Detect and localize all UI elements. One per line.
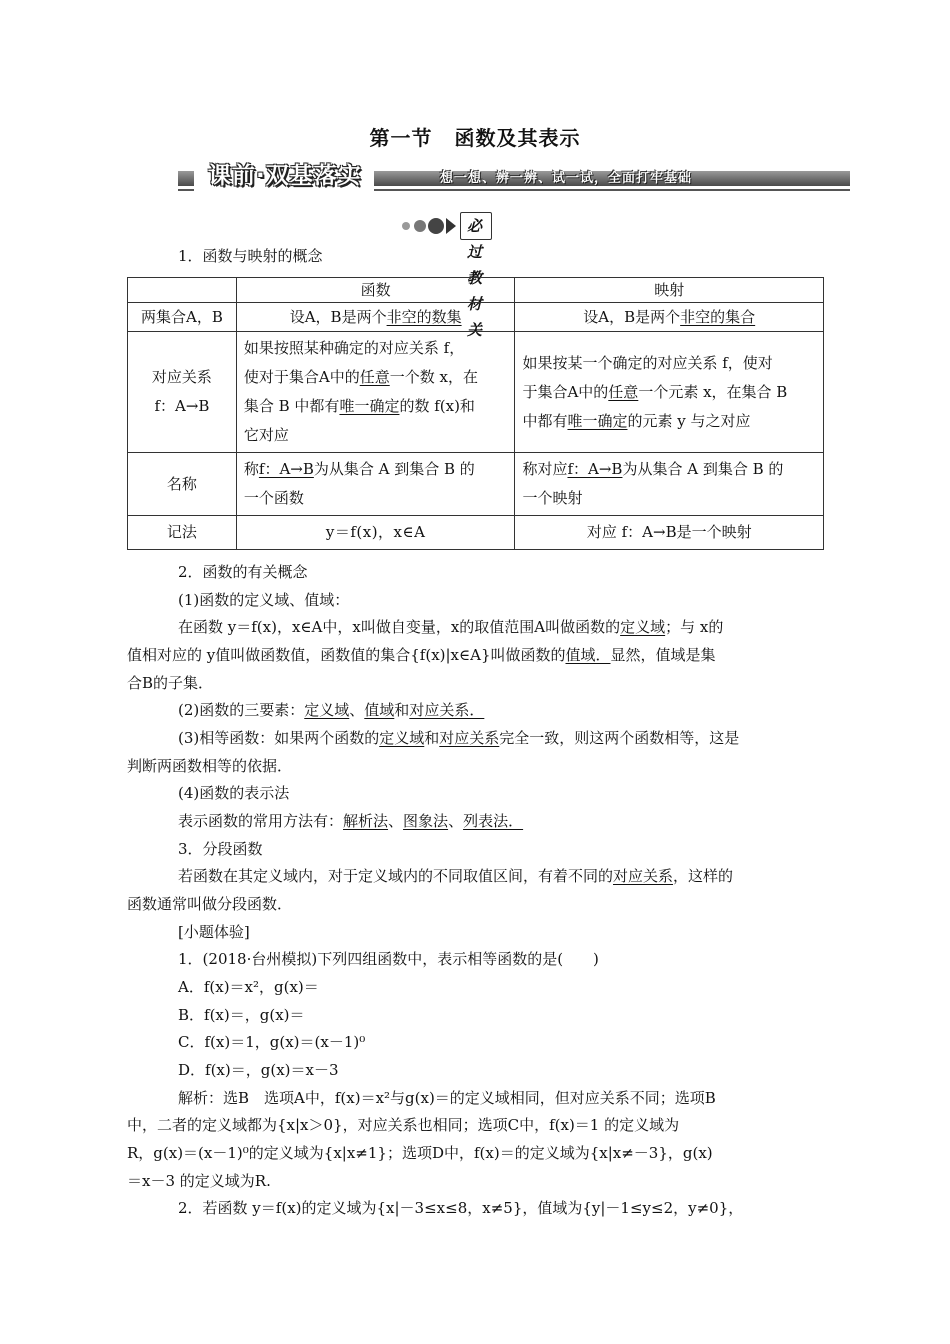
cell-map-correspondence: 如果按某一个确定的对应关系 f，使对 于集合A中的任意一个元素 x，在集合 B 中都有唯一确定的元素 y 与之对应: [515, 332, 824, 453]
text-line: 函数通常叫做分段函数．: [127, 895, 293, 913]
answer-line: R，g(x)＝(x－1)⁰的定义域为{x|x≠1}；选项D中，f(x)＝的定义域为{x|x≠－3}，g(x): [127, 1144, 713, 1162]
text-line: (3)相等函数：如果两个函数的定义域和对应关系完全一致，则这两个函数相等，这是: [178, 729, 740, 747]
cell-map-name: 称对应f：A→B为从集合 A 到集合 B 的 一个映射: [515, 453, 824, 516]
section-label-text: 必过教材关: [460, 212, 492, 240]
text-line: 表示函数的常用方法有：解析法、图象法、列表法．: [178, 812, 524, 830]
banner-sub-text: 想一想、辨一辨、试一试，全面打牢基础: [440, 171, 693, 186]
cell-map-sets: 设A，B是两个非空的集合: [515, 303, 824, 332]
answer-line: 中，二者的定义域都为{x|x＞0}，对应关系也相同；选项C中，f(x)＝1 的定义域为: [127, 1116, 680, 1134]
row-label-name: 名称: [128, 453, 237, 516]
table-row: [128, 278, 824, 303]
question-1: 1．(2018·台州模拟)下列四组函数中，表示相等函数的是( ): [178, 950, 599, 968]
row-label-sets: 两集合A，B: [128, 303, 237, 332]
heading-2: 2．函数的有关概念: [178, 563, 308, 581]
text-line: 若函数在其定义域内，对于定义域内的不同取值区间，有着不同的对应关系，这样的: [178, 867, 734, 885]
question-2: 2．若函数 y＝f(x)的定义域为{x|－3≤x≤8，x≠5}，值域为{y|－1≤y≤2，y≠0}，: [178, 1199, 744, 1217]
cell-func-name: 称f：A→B为从集合 A 到集合 B 的 一个函数: [236, 453, 515, 516]
answer-line: ＝x－3 的定义域为R.: [127, 1172, 271, 1190]
concept-table: [127, 277, 824, 550]
row-label-notation: 记法: [128, 516, 237, 550]
practice-label: [小题体验]: [178, 923, 250, 941]
cell-func-correspondence: 如果按照某种确定的对应关系 f， 使对于集合A中的任意一个数 x，在 集合 B 中都有唯一确定的数 f(x)和 它对应: [236, 332, 515, 453]
title-section-number: 第一节: [369, 126, 433, 150]
text-line: 判断两函数相等的依据．: [127, 757, 293, 775]
table-row: [128, 303, 824, 332]
subheading-representation: (4)函数的表示法: [178, 784, 290, 802]
page-title: [0, 122, 950, 151]
text-line: 在函数 y＝f(x)，x∈A中，x叫做自变量，x的取值范围A叫做函数的定义域；与 x的: [178, 618, 724, 636]
table-row: [128, 453, 824, 516]
cell-func-sets: 设A，B是两个非空的数集: [236, 303, 515, 332]
col-header-function: 函数: [236, 278, 515, 303]
text-line: 合B的子集．: [127, 674, 214, 692]
option-a: A．f(x)＝x²，g(x)＝: [178, 978, 319, 996]
option-c: C．f(x)＝1，g(x)＝(x－1)⁰: [178, 1033, 366, 1051]
text-line: 值相对应的 y值叫做函数值，函数值的集合{f(x)|x∈A}叫做函数的值域．显然，值域是集: [127, 646, 716, 664]
title-topic: 函数及其表示: [454, 126, 581, 150]
option-b: B．f(x)＝，g(x)＝: [178, 1006, 305, 1024]
section-banner: [178, 160, 850, 194]
banner-main-text: 课前·双基落实: [194, 160, 374, 192]
table-row: [128, 516, 824, 550]
text-line: (2)函数的三要素：定义域、值域和对应关系．: [178, 701, 485, 719]
cell-func-notation: y＝f(x)，x∈A: [236, 516, 515, 550]
table-row: [128, 332, 824, 453]
col-header-mapping: 映射: [515, 278, 824, 303]
dots-arrow-icon: [398, 217, 458, 235]
subheading-domain-range: (1)函数的定义域、值域：: [178, 591, 350, 609]
heading-3: 3．分段函数: [178, 840, 263, 858]
answer-line: 解析：选B 选项A中，f(x)＝x²与g(x)＝的定义域相同，但对应关系不同；选项B: [178, 1089, 716, 1107]
option-d: D．f(x)＝，g(x)＝x－3: [178, 1061, 339, 1079]
cell-map-notation: 对应 f：A→B是一个映射: [515, 516, 824, 550]
heading-1: 1．函数与映射的概念: [178, 247, 323, 265]
row-label-correspondence: 对应关系 f：A→B: [128, 332, 237, 453]
